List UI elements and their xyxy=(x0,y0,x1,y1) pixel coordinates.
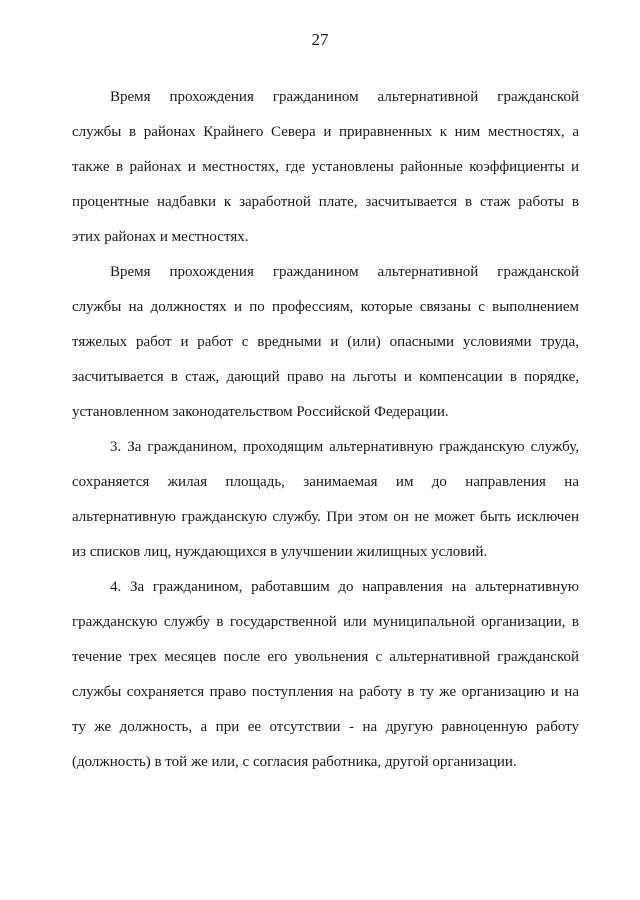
text-line: течение трех месяцев после его увольнения с альтернативной гражданской xyxy=(72,649,579,665)
text-line: этих районах и местностях. xyxy=(72,229,249,245)
paragraph-item-4-employment xyxy=(72,570,579,780)
text-line: засчитывается в стаж, дающий право на льготы и компенсации в порядке, xyxy=(72,369,579,385)
paragraph-hazardous-work xyxy=(72,255,579,430)
text-line: Время прохождения гражданином альтернативной гражданской xyxy=(110,264,579,280)
text-line: службы на должностях и по профессиям, которые связаны с выполнением xyxy=(72,299,579,315)
text-line: установленном законодательством Российской Федерации. xyxy=(72,404,449,420)
text-line: альтернативную гражданскую службу. При этом он не может быть исключен xyxy=(72,509,579,525)
text-line: Время прохождения гражданином альтернативной гражданской xyxy=(110,89,579,105)
text-line: ту же должность, а при ее отсутствии - на другую равноценную работу xyxy=(72,719,579,735)
text-line: службы в районах Крайнего Севера и приравненных к ним местностях, а xyxy=(72,124,579,140)
text-line: также в районах и местностях, где установлены районные коэффициенты и xyxy=(72,159,579,175)
text-line: тяжелых работ и работ с вредными и (или) опасными условиями труда, xyxy=(72,334,579,350)
document-body xyxy=(72,80,579,780)
text-line: сохраняется жилая площадь, занимаемая им до направления на xyxy=(72,474,579,490)
paragraph-item-3-housing xyxy=(72,430,579,570)
text-line: службы сохраняется право поступления на работу в ту же организацию и на xyxy=(72,684,579,700)
text-line: гражданскую службу в государственной или муниципальной организации, в xyxy=(72,614,579,630)
text-line: из списков лиц, нуждающихся в улучшении жилищных условий. xyxy=(72,544,488,560)
paragraph-time-in-far-north xyxy=(72,80,579,255)
text-line: (должность) в той же или, с согласия работника, другой организации. xyxy=(72,754,517,770)
text-line: процентные надбавки к заработной плате, засчитывается в стаж работы в xyxy=(72,194,579,210)
text-line: 4. За гражданином, работавшим до направления на альтернативную xyxy=(110,579,579,595)
page-number: 27 xyxy=(311,30,329,49)
text-line: 3. За гражданином, проходящим альтернативную гражданскую службу, xyxy=(110,439,579,455)
